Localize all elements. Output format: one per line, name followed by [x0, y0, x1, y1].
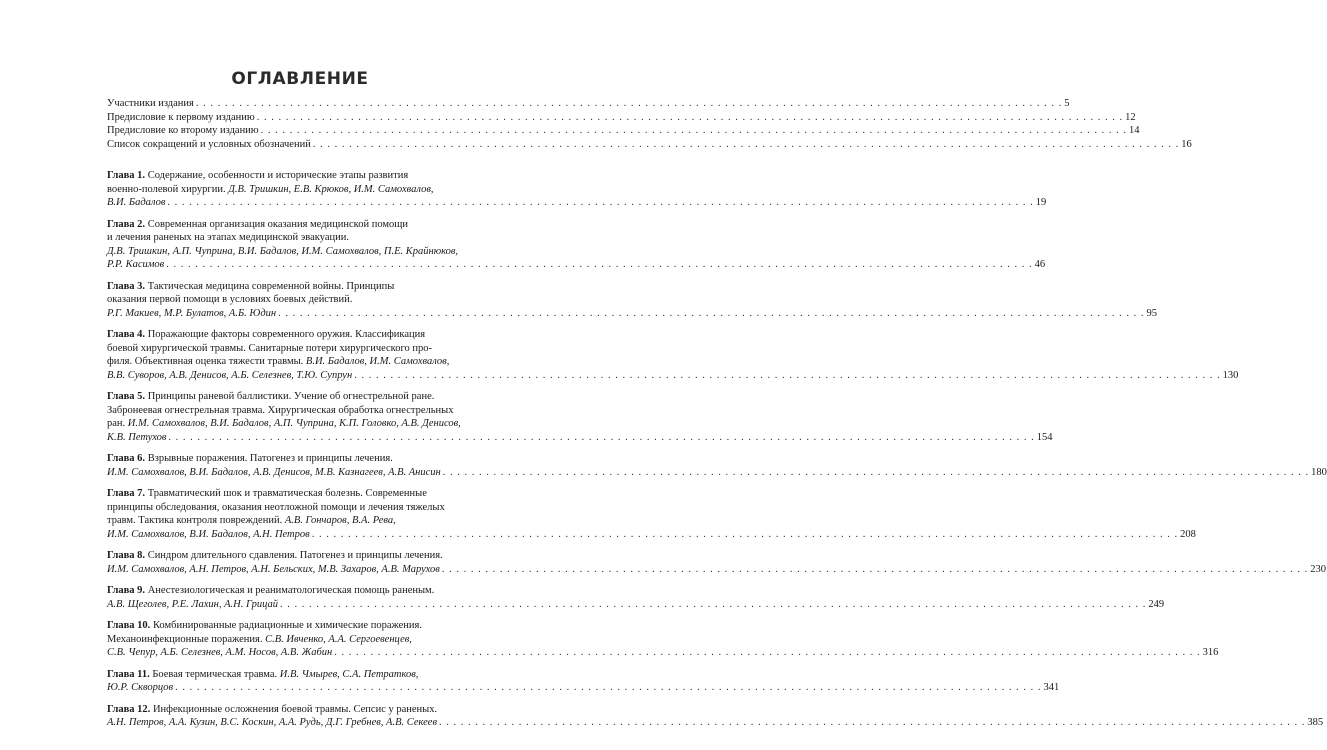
chapter-title-text: Синдром длительного сдавления. Патогенез и принципы лечения. — [147, 550, 443, 561]
chapter-line-text — [107, 391, 434, 402]
chapter-line — [107, 390, 487, 404]
chapter-title-text: боевой хирургической травмы. Санитарные потери хирургического про- — [107, 342, 433, 354]
chapter-line-text — [107, 281, 394, 292]
chapter-line — [107, 355, 487, 369]
table-of-contents — [107, 97, 1327, 730]
chapter-title-text: Содержание, особенности и исторические этапы развития — [147, 170, 409, 181]
chapter-line-text — [107, 431, 166, 445]
page-number: 12 — [1125, 111, 1136, 123]
chapter-line — [107, 619, 487, 633]
chapter-line — [107, 563, 1326, 577]
chapter-authors: И.М. Самохвалов, В.И. Бадалов, А.В. Денисов, М.В. Казнагеев, А.В. Анисин — [107, 466, 441, 478]
chapter-authors: А.В. Гончаров, В.А. Рева, — [284, 515, 396, 526]
dot-leader: . . . . . . . . . . . . . . . . . . . . . . . . . . . . . . . . . . . . . . . . . . . . . . . . . . . . . . . . . . . . . . . . . . . . . . . . . . . . . . . . . . . . . . . . . . . . . . . . . . . . . . . . . . . . . . . . . . . . . . . . — [354, 369, 1221, 381]
chapter-entry — [107, 668, 1060, 695]
chapter-label: Глава 7. — [107, 488, 146, 499]
chapter-line — [107, 716, 1324, 730]
dot-leader: . . . . . . . . . . . . . . . . . . . . . . . . . . . . . . . . . . . . . . . . . . . . . . . . . . . . . . . . . . . . . . . . . . . . . . . . . . . . . . . . . . . . . . . . . . . . . . . . . . . . . . . . . . . . . . . . . . . . . . . . — [312, 138, 1180, 150]
chapter-title-text: Инфекционные осложнения боевой травмы. Сепсис у раненых. — [152, 703, 438, 715]
chapter-title-text: военно-полевой хирургии. — [107, 183, 226, 195]
chapter-title-text: Механоинфекционные поражения. — [107, 633, 263, 645]
chapter-line — [107, 487, 487, 501]
page-number: 180 — [1311, 466, 1327, 478]
page-number: 316 — [1202, 647, 1219, 658]
chapter-authors: Р.Г. Макиев, М.Р. Булатов, А.Б. Юдин — [107, 307, 277, 319]
chapter-line — [107, 245, 487, 259]
chapter-entry — [107, 218, 1046, 272]
dot-leader: . . . . . . . . . . . . . . . . . . . . . . . . . . . . . . . . . . . . . . . . . . . . . . . . . . . . . . . . . . . . . . . . . . . . . . . . . . . . . . . . . . . . . . . . . . . . . . . . . . . . . . . . . . . . . . . . . . . . . . . . — [175, 682, 1042, 693]
chapter-line-text — [107, 418, 461, 429]
chapter-title-text: Травматический шок и травматическая болезнь. Современные — [147, 488, 427, 499]
page-number: 16 — [1181, 138, 1192, 150]
chapter-line — [107, 196, 1047, 210]
chapter-authors: И.М. Самохвалов, В.И. Бадалов, А.П. Чуприна, К.П. Головко, А.В. Денисов, — [127, 418, 461, 429]
toc-entry — [107, 124, 1140, 138]
chapter-authors: В.В. Суворов, А.В. Денисов, А.Б. Селезнев, Т.Ю. Супрун — [107, 369, 353, 381]
page-number: 130 — [1222, 369, 1239, 381]
page-number: 154 — [1036, 431, 1053, 443]
page-number: 230 — [1310, 563, 1326, 575]
chapter-line — [107, 169, 487, 183]
chapter-line-text — [107, 343, 432, 354]
chapter-line-text — [107, 646, 332, 660]
chapter-label: Глава 1. — [107, 170, 146, 181]
chapter-line — [107, 452, 487, 466]
chapter-line — [107, 307, 1157, 321]
chapter-title-text: и лечения раненых на этапах медицинской эвакуации. — [107, 232, 349, 243]
chapter-line — [107, 404, 487, 418]
chapter-line — [107, 466, 1327, 480]
chapter-title-text: Тактическая медицина современной войны. Принципы — [147, 280, 395, 292]
chapter-line — [107, 528, 1196, 542]
chapter-line-text — [107, 528, 310, 542]
chapter-line-text — [107, 219, 408, 230]
chapter-title-text: ран. — [107, 418, 126, 429]
chapter-line-text — [107, 170, 408, 181]
chapter-line-text — [107, 196, 165, 210]
chapter-authors: И.В. Чмырев, С.А. Петратков, — [279, 668, 419, 680]
toc-entry-title: Предисловие ко второму изданию — [107, 125, 259, 136]
chapter-line-text — [107, 704, 437, 715]
chapter-line-text — [107, 502, 445, 513]
dot-leader: . . . . . . . . . . . . . . . . . . . . . . . . . . . . . . . . . . . . . . . . . . . . . . . . . . . . . . . . . . . . . . . . . . . . . . . . . . . . . . . . . . . . . . . . . . . . . . . . . . . . . . . . . . . . . . . . . . . . . . . . — [334, 647, 1201, 658]
chapter-label: Глава 3. — [107, 280, 146, 292]
chapter-line-text — [107, 563, 440, 577]
page-number: 95 — [1146, 307, 1157, 319]
chapter-entry — [107, 584, 1165, 611]
chapter-line-text — [107, 258, 164, 272]
chapter-line — [107, 633, 487, 647]
chapter-line-text — [107, 246, 458, 257]
chapter-authors: К.В. Петухов — [107, 431, 167, 443]
chapter-entry — [107, 549, 1326, 576]
chapter-authors: Р.Р. Касимов — [107, 259, 165, 270]
chapter-title-text: оказания первой помощи в условиях боевых действий. — [107, 294, 353, 305]
chapter-line — [107, 501, 487, 515]
toc-entry — [107, 97, 1070, 111]
chapter-authors: В.И. Бадалов — [107, 197, 166, 208]
toc-entry — [107, 138, 1192, 152]
chapter-authors: И.М. Самохвалов, В.И. Бадалов, А.Н. Петров — [107, 528, 310, 540]
chapter-entry — [107, 703, 1324, 730]
chapter-authors: А.В. Щеголев, Р.Е. Лахин, А.Н. Грицай — [107, 598, 279, 610]
chapter-line — [107, 703, 487, 717]
page-number: 341 — [1043, 682, 1060, 693]
chapter-line — [107, 549, 487, 563]
dot-leader: . . . . . . . . . . . . . . . . . . . . . . . . . . . . . . . . . . . . . . . . . . . . . . . . . . . . . . . . . . . . . . . . . . . . . . . . . . . . . . . . . . . . . . . . . . . . . . . . . . . . . . . . . . . . . . . . . . . . . . . . — [166, 259, 1033, 270]
chapter-title-text: Анестезиологическая и реаниматологическая помощь раненым. — [147, 585, 435, 596]
chapter-label: Глава 11. — [107, 668, 150, 680]
chapter-line — [107, 231, 487, 245]
chapter-entry — [107, 328, 1239, 382]
chapter-label: Глава 5. — [107, 391, 146, 402]
chapter-authors: В.И. Бадалов, И.М. Самохвалов, — [305, 356, 450, 367]
chapter-line-text — [107, 585, 434, 596]
dot-leader: . . . . . . . . . . . . . . . . . . . . . . . . . . . . . . . . . . . . . . . . . . . . . . . . . . . . . . . . . . . . . . . . . . . . . . . . . . . . . . . . . . . . . . . . . . . . . . . . . . . . . . . . . . . . . . . . . . . . . . . . — [256, 111, 1124, 123]
chapter-authors: Ю.Р. Скворцов — [107, 682, 174, 693]
chapter-label: Глава 6. — [107, 453, 146, 464]
chapter-line — [107, 668, 487, 682]
chapter-line — [107, 514, 487, 528]
chapter-line — [107, 293, 487, 307]
chapter-authors: Д.В. Тришкин, А.П. Чуприна, В.И. Бадалов, И.М. Самохвалов, П.Е. Крайнюков, — [107, 245, 459, 257]
chapter-title-text: филя. Объективная оценка тяжести травмы. — [107, 356, 304, 367]
dot-leader: . . . . . . . . . . . . . . . . . . . . . . . . . . . . . . . . . . . . . . . . . . . . . . . . . . . . . . . . . . . . . . . . . . . . . . . . . . . . . . . . . . . . . . . . . . . . . . . . . . . . . . . . . . . . . . . . . . . . . . . . — [280, 598, 1147, 610]
chapter-line — [107, 598, 1165, 612]
chapter-title-text: травм. Тактика контроля повреждений. — [107, 515, 283, 526]
chapter-line-text — [107, 466, 441, 480]
chapter-label: Глава 12. — [107, 703, 151, 715]
chapter-entry — [107, 280, 1157, 321]
toc-entry — [107, 111, 1136, 125]
dot-leader: . . . . . . . . . . . . . . . . . . . . . . . . . . . . . . . . . . . . . . . . . . . . . . . . . . . . . . . . . . . . . . . . . . . . . . . . . . . . . . . . . . . . . . . . . . . . . . . . . . . . . . . . . . . . . . . . . . . . . . . . — [439, 717, 1306, 728]
section-gap — [107, 151, 487, 161]
chapter-line — [107, 369, 1239, 383]
chapter-title-text: Забронеевая огнестрельная травма. Хирургическая обработка огнестрельных — [107, 404, 454, 416]
chapter-line — [107, 328, 487, 342]
chapter-line-text — [107, 716, 437, 730]
page-number: 14 — [1129, 125, 1140, 136]
dot-leader: . . . . . . . . . . . . . . . . . . . . . . . . . . . . . . . . . . . . . . . . . . . . . . . . . . . . . . . . . . . . . . . . . . . . . . . . . . . . . . . . . . . . . . . . . . . . . . . . . . . . . . . . . . . . . . . . . . . . . . . . — [195, 98, 1063, 109]
page-title: ОГЛАВЛЕНИЕ — [231, 69, 369, 89]
chapter-line-text — [107, 356, 449, 367]
chapter-title-text: Поражающие факторы современного оружия. Классификация — [147, 329, 426, 340]
dot-leader: . . . . . . . . . . . . . . . . . . . . . . . . . . . . . . . . . . . . . . . . . . . . . . . . . . . . . . . . . . . . . . . . . . . . . . . . . . . . . . . . . . . . . . . . . . . . . . . . . . . . . . . . . . . . . . . . . . . . . . . . — [260, 125, 1128, 136]
chapter-line-text — [107, 184, 434, 195]
chapter-line-text — [107, 634, 412, 645]
chapter-line-text — [107, 515, 396, 526]
chapter-line-text — [107, 405, 453, 416]
dot-leader: . . . . . . . . . . . . . . . . . . . . . . . . . . . . . . . . . . . . . . . . . . . . . . . . . . . . . . . . . . . . . . . . . . . . . . . . . . . . . . . . . . . . . . . . . . . . . . . . . . . . . . . . . . . . . . . . . . . . . . . . — [311, 528, 1179, 540]
chapter-entry — [107, 169, 1047, 210]
chapter-line-text — [107, 294, 352, 305]
chapter-authors: И.М. Самохвалов, А.Н. Петров, А.Н. Бельских, М.В. Захаров, А.В. Марухов — [107, 563, 440, 575]
page-number: 208 — [1180, 528, 1196, 540]
chapter-line-text — [107, 488, 427, 499]
dot-leader: . . . . . . . . . . . . . . . . . . . . . . . . . . . . . . . . . . . . . . . . . . . . . . . . . . . . . . . . . . . . . . . . . . . . . . . . . . . . . . . . . . . . . . . . . . . . . . . . . . . . . . . . . . . . . . . . . . . . . . . . — [168, 431, 1035, 443]
chapter-entry — [107, 619, 1219, 660]
page-number: 46 — [1034, 259, 1046, 270]
chapter-line — [107, 342, 487, 356]
chapter-line-text — [107, 681, 173, 695]
toc-entry-title: Список сокращений и условных обозначений — [107, 138, 311, 150]
chapter-authors: С.В. Ивченко, А.А. Сергоевенцев, — [265, 633, 412, 645]
chapter-label: Глава 8. — [107, 550, 146, 561]
chapter-line — [107, 681, 1060, 695]
chapter-line — [107, 183, 487, 197]
chapter-entry — [107, 452, 1327, 479]
chapter-title-text: Современная организация оказания медицинской помощи — [147, 218, 409, 230]
chapter-entry — [107, 487, 1196, 541]
chapter-label: Глава 4. — [107, 329, 146, 340]
chapter-line — [107, 218, 487, 232]
chapter-authors: С.В. Чепур, А.Б. Селезнев, А.М. Носов, А.В. Жабин — [107, 647, 333, 658]
chapter-label: Глава 2. — [107, 218, 146, 230]
chapter-line-text — [107, 669, 418, 680]
page-number: 385 — [1307, 717, 1324, 728]
dot-leader: . . . . . . . . . . . . . . . . . . . . . . . . . . . . . . . . . . . . . . . . . . . . . . . . . . . . . . . . . . . . . . . . . . . . . . . . . . . . . . . . . . . . . . . . . . . . . . . . . . . . . . . . . . . . . . . . . . . . . . . . — [441, 563, 1309, 575]
chapter-title-text: Принципы раневой баллистики. Учение об огнестрельной ране. — [147, 391, 435, 402]
chapter-line — [107, 417, 487, 431]
chapter-label: Глава 10. — [107, 620, 151, 631]
page-number: 19 — [1035, 197, 1047, 208]
chapter-title-text: Комбинированные радиационные и химические поражения. — [152, 620, 422, 631]
chapter-label: Глава 9. — [107, 585, 146, 596]
chapter-title-text: Взрывные поражения. Патогенез и принципы лечения. — [147, 453, 393, 464]
dot-leader: . . . . . . . . . . . . . . . . . . . . . . . . . . . . . . . . . . . . . . . . . . . . . . . . . . . . . . . . . . . . . . . . . . . . . . . . . . . . . . . . . . . . . . . . . . . . . . . . . . . . . . . . . . . . . . . . . . . . . . . . — [442, 466, 1310, 478]
chapter-line-text — [107, 232, 349, 243]
page-number: 5 — [1064, 98, 1070, 109]
chapter-title-text: принципы обследования, оказания неотложной помощи и лечения тяжелых — [107, 501, 445, 513]
chapter-line — [107, 258, 1046, 272]
chapter-line — [107, 646, 1219, 660]
chapter-line-text — [107, 307, 276, 321]
chapter-line-text — [107, 598, 278, 612]
chapter-authors: А.Н. Петров, А.А. Кузин, В.С. Коскин, А.А. Рудь, Д.Г. Гребнев, А.В. Секеев — [107, 717, 438, 728]
chapter-line-text — [107, 369, 352, 383]
chapter-line — [107, 280, 487, 294]
toc-entry-title: Предисловие к первому изданию — [107, 111, 255, 123]
dot-leader: . . . . . . . . . . . . . . . . . . . . . . . . . . . . . . . . . . . . . . . . . . . . . . . . . . . . . . . . . . . . . . . . . . . . . . . . . . . . . . . . . . . . . . . . . . . . . . . . . . . . . . . . . . . . . . . . . . . . . . . . — [278, 307, 1145, 319]
chapter-authors: Д.В. Тришкин, Е.В. Крюков, И.М. Самохвалов, — [228, 183, 434, 195]
chapter-title-text: Боевая термическая травма. — [152, 668, 278, 680]
chapter-line-text — [107, 620, 422, 631]
chapter-line — [107, 431, 1053, 445]
dot-leader: . . . . . . . . . . . . . . . . . . . . . . . . . . . . . . . . . . . . . . . . . . . . . . . . . . . . . . . . . . . . . . . . . . . . . . . . . . . . . . . . . . . . . . . . . . . . . . . . . . . . . . . . . . . . . . . . . . . . . . . . — [167, 197, 1034, 208]
chapter-line-text — [107, 550, 443, 561]
toc-entry-title: Участники издания — [107, 98, 194, 109]
chapter-entry — [107, 390, 1053, 444]
chapter-line — [107, 584, 487, 598]
chapter-line-text — [107, 453, 393, 464]
chapter-line-text — [107, 329, 425, 340]
page-number: 249 — [1148, 598, 1165, 610]
